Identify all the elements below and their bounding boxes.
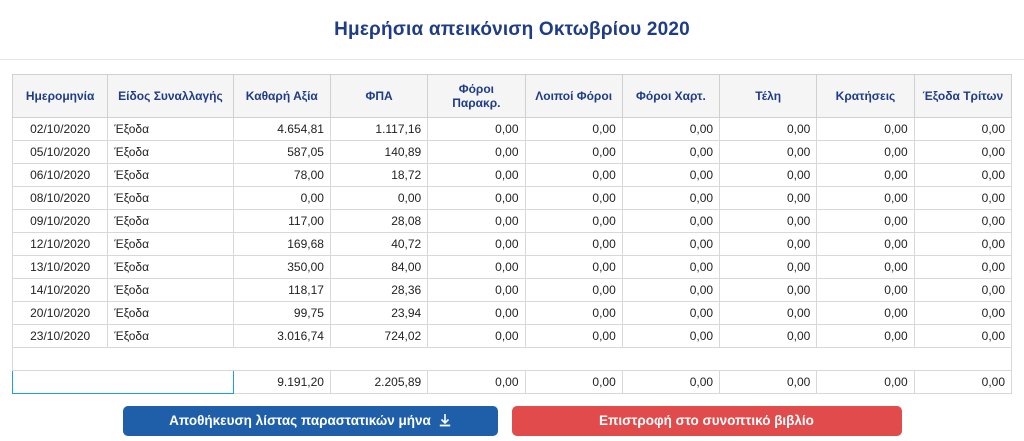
table-row bbox=[13, 164, 1012, 187]
total-fees: 0,00 bbox=[720, 371, 817, 394]
cell-net-value: 350,00 bbox=[233, 256, 330, 279]
cell-type: Έξοδα bbox=[108, 141, 233, 164]
cell-third-party-expenses: 0,00 bbox=[914, 325, 1011, 348]
cell-other-taxes: 0,00 bbox=[525, 256, 622, 279]
cell-deductions: 0,00 bbox=[817, 256, 914, 279]
cell-type: Έξοδα bbox=[108, 187, 233, 210]
cell-stamp-taxes: 0,00 bbox=[622, 256, 719, 279]
cell-withholding-taxes: 0,00 bbox=[428, 164, 525, 187]
cell-date: 06/10/2020 bbox=[13, 164, 108, 187]
save-button-label: Αποθήκευση λίστας παραστατικών μήνα bbox=[169, 413, 431, 428]
cell-other-taxes: 0,00 bbox=[525, 118, 622, 141]
cell-withholding-taxes: 0,00 bbox=[428, 233, 525, 256]
cell-third-party-expenses: 0,00 bbox=[914, 210, 1011, 233]
cell-other-taxes: 0,00 bbox=[525, 141, 622, 164]
cell-stamp-taxes: 0,00 bbox=[622, 164, 719, 187]
download-icon bbox=[439, 414, 451, 428]
cell-fees: 0,00 bbox=[720, 279, 817, 302]
column-header-date: Ημερομηνία bbox=[13, 75, 108, 118]
cell-third-party-expenses: 0,00 bbox=[914, 302, 1011, 325]
cell-vat: 18,72 bbox=[330, 164, 427, 187]
cell-withholding-taxes: 0,00 bbox=[428, 302, 525, 325]
table-header-row bbox=[13, 75, 1012, 118]
cell-other-taxes: 0,00 bbox=[525, 210, 622, 233]
cell-fees: 0,00 bbox=[720, 302, 817, 325]
cell-other-taxes: 0,00 bbox=[525, 164, 622, 187]
column-header-stamp-taxes: Φόροι Χαρτ. bbox=[622, 75, 719, 118]
cell-stamp-taxes: 0,00 bbox=[622, 325, 719, 348]
cell-third-party-expenses: 0,00 bbox=[914, 118, 1011, 141]
cell-net-value: 78,00 bbox=[233, 164, 330, 187]
cell-type: Έξοδα bbox=[108, 302, 233, 325]
cell-other-taxes: 0,00 bbox=[525, 279, 622, 302]
cell-withholding-taxes: 0,00 bbox=[428, 141, 525, 164]
table-row bbox=[13, 279, 1012, 302]
cell-vat: 28,36 bbox=[330, 279, 427, 302]
column-header-vat: ΦΠΑ bbox=[330, 75, 427, 118]
cell-type: Έξοδα bbox=[108, 233, 233, 256]
cell-type: Έξοδα bbox=[108, 279, 233, 302]
cell-vat: 1.117,16 bbox=[330, 118, 427, 141]
cell-third-party-expenses: 0,00 bbox=[914, 141, 1011, 164]
cell-third-party-expenses: 0,00 bbox=[914, 164, 1011, 187]
total-vat: 2.205,89 bbox=[330, 371, 427, 394]
cell-other-taxes: 0,00 bbox=[525, 325, 622, 348]
cell-fees: 0,00 bbox=[720, 164, 817, 187]
cell-vat: 724,02 bbox=[330, 325, 427, 348]
cell-fees: 0,00 bbox=[720, 233, 817, 256]
cell-net-value: 4.654,81 bbox=[233, 118, 330, 141]
cell-stamp-taxes: 0,00 bbox=[622, 141, 719, 164]
cell-vat: 28,08 bbox=[330, 210, 427, 233]
cell-fees: 0,00 bbox=[720, 187, 817, 210]
total-other-taxes: 0,00 bbox=[525, 371, 622, 394]
table-row bbox=[13, 233, 1012, 256]
cell-date: 23/10/2020 bbox=[13, 325, 108, 348]
cell-date: 20/10/2020 bbox=[13, 302, 108, 325]
total-third-party-expenses: 0,00 bbox=[914, 371, 1011, 394]
cell-date: 08/10/2020 bbox=[13, 187, 108, 210]
cell-vat: 23,94 bbox=[330, 302, 427, 325]
back-button-label: Επιστροφή στο συνοπτικό βιβλίο bbox=[599, 413, 814, 428]
cell-type: Έξοδα bbox=[108, 164, 233, 187]
cell-stamp-taxes: 0,00 bbox=[622, 233, 719, 256]
cell-deductions: 0,00 bbox=[817, 279, 914, 302]
cell-vat: 0,00 bbox=[330, 187, 427, 210]
table-row bbox=[13, 325, 1012, 348]
cell-stamp-taxes: 0,00 bbox=[622, 187, 719, 210]
total-net-value: 9.191,20 bbox=[233, 371, 330, 394]
cell-net-value: 3.016,74 bbox=[233, 325, 330, 348]
cell-fees: 0,00 bbox=[720, 210, 817, 233]
cell-stamp-taxes: 0,00 bbox=[622, 279, 719, 302]
total-withholding-taxes: 0,00 bbox=[428, 371, 525, 394]
cell-type: Έξοδα bbox=[108, 118, 233, 141]
save-month-documents-button[interactable] bbox=[123, 406, 498, 436]
cell-fees: 0,00 bbox=[720, 118, 817, 141]
cell-fees: 0,00 bbox=[720, 256, 817, 279]
table-header bbox=[13, 75, 1012, 118]
column-header-third-party-expenses: Έξοδα Τρίτων bbox=[914, 75, 1011, 118]
cell-other-taxes: 0,00 bbox=[525, 233, 622, 256]
cell-third-party-expenses: 0,00 bbox=[914, 279, 1011, 302]
cell-net-value: 0,00 bbox=[233, 187, 330, 210]
table-spacer-cell bbox=[13, 348, 1012, 371]
total-stamp-taxes: 0,00 bbox=[622, 371, 719, 394]
cell-deductions: 0,00 bbox=[817, 187, 914, 210]
cell-deductions: 0,00 bbox=[817, 118, 914, 141]
action-buttons bbox=[12, 406, 1012, 436]
table-body bbox=[13, 118, 1012, 394]
table-spacer-row bbox=[13, 348, 1012, 371]
cell-net-value: 587,05 bbox=[233, 141, 330, 164]
column-header-transaction-type: Είδος Συναλλαγής bbox=[108, 75, 233, 118]
cell-withholding-taxes: 0,00 bbox=[428, 210, 525, 233]
cell-third-party-expenses: 0,00 bbox=[914, 187, 1011, 210]
table-row bbox=[13, 256, 1012, 279]
cell-net-value: 118,17 bbox=[233, 279, 330, 302]
cell-type: Έξοδα bbox=[108, 325, 233, 348]
cell-vat: 140,89 bbox=[330, 141, 427, 164]
cell-withholding-taxes: 0,00 bbox=[428, 279, 525, 302]
cell-date: 14/10/2020 bbox=[13, 279, 108, 302]
daily-table-container bbox=[0, 60, 1024, 436]
table-row bbox=[13, 210, 1012, 233]
totals-row bbox=[13, 371, 1012, 394]
table-row bbox=[13, 118, 1012, 141]
cell-other-taxes: 0,00 bbox=[525, 187, 622, 210]
cell-third-party-expenses: 0,00 bbox=[914, 256, 1011, 279]
cell-net-value: 117,00 bbox=[233, 210, 330, 233]
cell-vat: 40,72 bbox=[330, 233, 427, 256]
cell-date: 05/10/2020 bbox=[13, 141, 108, 164]
cell-date: 12/10/2020 bbox=[13, 233, 108, 256]
column-header-other-taxes: Λοιποί Φόροι bbox=[525, 75, 622, 118]
table-row bbox=[13, 141, 1012, 164]
cell-date: 09/10/2020 bbox=[13, 210, 108, 233]
total-deductions: 0,00 bbox=[817, 371, 914, 394]
page-title: Ημερήσια απεικόνιση Οκτωβρίου 2020 bbox=[334, 18, 690, 40]
cell-deductions: 0,00 bbox=[817, 141, 914, 164]
page-header bbox=[0, 0, 1024, 60]
cell-deductions: 0,00 bbox=[817, 233, 914, 256]
daily-transactions-table bbox=[12, 74, 1012, 394]
cell-type: Έξοδα bbox=[108, 256, 233, 279]
cell-withholding-taxes: 0,00 bbox=[428, 256, 525, 279]
cell-net-value: 169,68 bbox=[233, 233, 330, 256]
back-to-summary-book-button[interactable] bbox=[512, 406, 902, 436]
cell-third-party-expenses: 0,00 bbox=[914, 233, 1011, 256]
cell-date: 13/10/2020 bbox=[13, 256, 108, 279]
cell-other-taxes: 0,00 bbox=[525, 302, 622, 325]
cell-net-value: 99,75 bbox=[233, 302, 330, 325]
cell-deductions: 0,00 bbox=[817, 210, 914, 233]
table-row bbox=[13, 187, 1012, 210]
cell-fees: 0,00 bbox=[720, 141, 817, 164]
cell-stamp-taxes: 0,00 bbox=[622, 302, 719, 325]
column-header-withholding-taxes: Φόροι Παρακρ. bbox=[428, 75, 525, 118]
cell-vat: 84,00 bbox=[330, 256, 427, 279]
cell-date: 02/10/2020 bbox=[13, 118, 108, 141]
cell-withholding-taxes: 0,00 bbox=[428, 118, 525, 141]
cell-deductions: 0,00 bbox=[817, 325, 914, 348]
table-row bbox=[13, 302, 1012, 325]
cell-fees: 0,00 bbox=[720, 325, 817, 348]
column-header-net-value: Καθαρή Αξία bbox=[233, 75, 330, 118]
column-header-fees: Τέλη bbox=[720, 75, 817, 118]
totals-label: Σύνολα bbox=[13, 371, 234, 394]
cell-stamp-taxes: 0,00 bbox=[622, 210, 719, 233]
cell-type: Έξοδα bbox=[108, 210, 233, 233]
cell-deductions: 0,00 bbox=[817, 164, 914, 187]
column-header-deductions: Κρατήσεις bbox=[817, 75, 914, 118]
cell-withholding-taxes: 0,00 bbox=[428, 187, 525, 210]
cell-withholding-taxes: 0,00 bbox=[428, 325, 525, 348]
cell-deductions: 0,00 bbox=[817, 302, 914, 325]
cell-stamp-taxes: 0,00 bbox=[622, 118, 719, 141]
